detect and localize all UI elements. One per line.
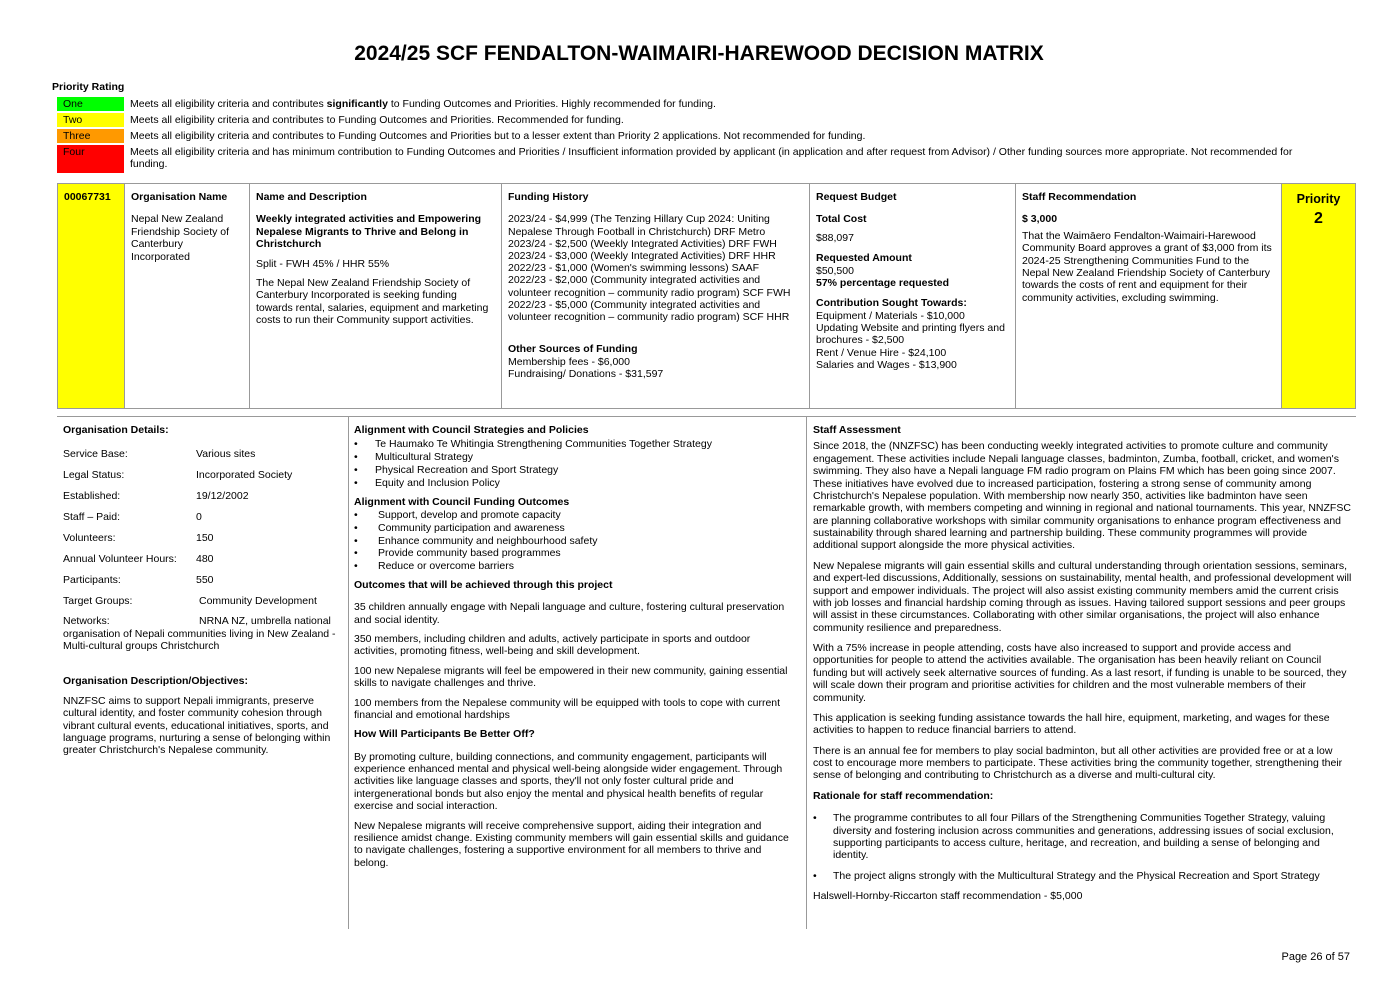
name-description-cell [250, 184, 502, 408]
assessment-paragraph: With a 75% increase in people attending, costs have also increased to support and provide access and opportunities for people to attend the activities available. The organisation has been heavily reliant on Council funding but will actively seek alternative sources of funding. As a last resort, if funding is unable to be sourced, they will scale down their program and prioritise activities for children and the most vulnerable members of their community. [813, 642, 1347, 704]
legend-swatch-one: One [57, 97, 124, 111]
detail-row [63, 574, 345, 586]
organisation-details-section [63, 424, 345, 757]
percent-requested: 57% percentage requested [816, 276, 950, 289]
project-description: The Nepal New Zealand Friendship Society of Canterbury Incorporated is seeking funding towards rental, salaries, equipment and marketing costs to run their Community support activities. [256, 276, 489, 326]
legend-text-one-pre: Meets all eligibility criteria and contributes [130, 98, 327, 110]
staff-recommendation-text: That the Waimāero Fendalton-Waimairi-Harewood Community Board approves a grant of $3,000 from its 2024-25 Strengthening Communities Fund to the Nepal New Zealand Friendship Society of Canterbury towards the costs of rent and equipment for their community activities, excluding swimming. [1022, 229, 1272, 304]
other-source-item: Fundraising/ Donations - $31,597 [508, 367, 664, 380]
contribution-item: Salaries and Wages - $13,900 [816, 359, 957, 372]
list-item: • Te Haumako Te Whitingia Strengthening Communities Together Strategy [354, 438, 796, 451]
list-item: • Reduce or overcome barriers [354, 560, 796, 573]
detail-value: Incorporated Society [196, 469, 293, 482]
contribution-label: Contribution Sought Towards: [816, 297, 967, 310]
objectives-text: NNZFSC aims to support Nepali immigrants, preserve cultural identity, and foster community cohesion through vibrant cultural events, educational initiatives, sports, and language programs, nurturing a sense of belonging within greater Christchurch's Nepalese community. [63, 694, 331, 757]
networks-value: NRNA NZ, umbrella national organisation of Nepali communities living in New Zealand - Multi-cultural groups Christchurch [63, 615, 336, 653]
list-item: • Enhance community and neighbourhood safety [354, 535, 796, 548]
staff-recommendation-header: Staff Recommendation [1022, 191, 1137, 203]
detail-value: 0 [196, 511, 202, 523]
outcomes-list [354, 509, 796, 573]
column-divider [348, 417, 349, 929]
legend-row-three [57, 129, 1317, 143]
contribution-item: Updating Website and printing flyers and brochures - $2,500 [816, 322, 1005, 347]
networks-row [63, 615, 345, 652]
funding-history-cell [502, 184, 810, 408]
list-item: • Support, develop and promote capacity [354, 509, 796, 522]
history-item: 2022/23 - $1,000 (Women's swimming lessons) SAAF [508, 262, 760, 275]
alignment-section [354, 424, 796, 876]
outcome-paragraph: 100 new Nepalese migrants will feel be empowered in their new community, gaining essential skills to navigate challenges and thrive. [354, 664, 788, 690]
priority-label: Priority [1296, 192, 1341, 206]
detail-value: Community Development [199, 594, 317, 607]
priority-legend [57, 97, 1317, 175]
strategies-list [354, 438, 796, 489]
better-off-header: How Will Participants Be Better Off? [354, 728, 535, 741]
total-cost-value: $88,097 [816, 231, 854, 244]
assessment-paragraph: Since 2018, the (NNZFSC) has been conducting weekly integrated activities to promote culture and community engagement. These activities include Nepali language classes, badminton, Zumba, football, cricket, and women's swimming. They also have a Nepali language FM radio program on Plains FM which has been going since 2007. These initiatives have evolved due to increased participation, fostering a strong sense of community among Christchurch's Nepalese population. With membership now nearly 350, activities like badminton have seen remarkable growth, with members competing and winning in regional and national tournaments. This year, NNZFSC are planning collaborative workshops with similar community organisations to enhance program effectiveness and sustainability through shared learning and partnership building. These community programmes will provide additional support alongside the more physical activities. [813, 440, 1351, 552]
detail-row [63, 511, 345, 523]
legend-swatch-three: Three [57, 129, 124, 143]
detail-row [63, 553, 345, 565]
funding-history-header: Funding History [508, 191, 589, 203]
legend-row-four [57, 145, 1317, 173]
rationale-header: Rationale for staff recommendation: [813, 789, 994, 802]
outcomes-header: Alignment with Council Funding Outcomes [354, 495, 570, 508]
legend-text-three: Meets all eligibility criteria and contributes to Funding Outcomes and Priorities but to a lesser extent than Priority 2 applications. Not recommended for funding. [130, 130, 866, 142]
assessment-paragraph: This application is seeking funding assistance towards the hall hire, equipment, marketing, and wages for these activities to happen to reduce financial barriers to attend. [813, 711, 1330, 737]
detail-key: Annual Volunteer Hours: [63, 552, 177, 565]
name-description-header: Name and Description [256, 191, 367, 203]
history-item: 2023/24 - $4,999 (The Tenzing Hillary Cup 2024: Uniting Nepalese Through Football in Christchurch) DRF Metro [508, 213, 770, 238]
priority-value: 2 [1314, 209, 1323, 227]
detail-row [63, 469, 345, 481]
funding-history-list [508, 213, 803, 323]
staff-recommendation-cell [1016, 184, 1282, 408]
contribution-item: Rent / Venue Hire - $24,100 [816, 346, 947, 359]
outcome-paragraph: 35 children annually engage with Nepali language and culture, fostering cultural preservation and social identity. [354, 601, 785, 626]
detail-value: 550 [196, 573, 214, 586]
outcome-paragraph: 350 members, including children and adults, actively participate in sports and outdoor activities, promoting fitness, well-being and skill development. [354, 633, 751, 658]
page-title: 2024/25 SCF FENDALTON-WAIMAIRI-HAREWOOD DECISION MATRIX [354, 42, 1044, 65]
detail-value: 19/12/2002 [196, 490, 249, 503]
detail-key: Participants: [63, 573, 121, 586]
legend-text-two: Meets all eligibility criteria and contributes to Funding Outcomes and Priorities. Recommended for funding. [130, 114, 624, 126]
better-off-paragraph: By promoting culture, building connections, and community engagement, participants will experience enhanced mental and physical well-being alongside wider engagement. Through activities like language classes and sports, they'll not only foster cultural pride and intergenerational bonds but also enjoy the mental and physical health benefits of regular exercise and social interaction. [354, 750, 783, 813]
detail-key: Established: [63, 490, 121, 503]
organisation-name: Nepal New Zealand Friendship Society of Canterbury Incorporated [131, 213, 230, 263]
requested-amount-value: $50,500 [816, 264, 854, 277]
requested-amount-label: Requested Amount [816, 252, 912, 265]
priority-rating-label: Priority Rating [52, 81, 125, 93]
list-item: • Provide community based programmes [354, 547, 796, 560]
total-cost-label: Total Cost [816, 213, 867, 226]
staff-assessment-section [813, 424, 1353, 902]
organisation-name-header: Organisation Name [131, 191, 228, 203]
request-budget-header: Request Budget [816, 191, 897, 203]
funding-split: Split - FWH 45% / HHR 55% [256, 257, 390, 270]
application-id: 00067731 [58, 184, 125, 408]
history-item: 2022/23 - $5,000 (Community integrated activities and volunteer recognition – community radio program) SCF HHR [508, 298, 790, 323]
other-board-recommendation: Halswell-Hornby-Riccarton staff recommendation - $5,000 [813, 890, 1083, 902]
legend-swatch-two: Two [57, 113, 124, 127]
detail-row [63, 448, 345, 460]
legend-row-one [57, 97, 1317, 111]
networks-label: Networks: [63, 615, 110, 628]
list-item: • Equity and Inclusion Policy [354, 477, 796, 490]
priority-cell [1282, 184, 1355, 408]
detail-value: 480 [196, 552, 214, 565]
history-item: 2023/24 - $2,500 (Weekly Integrated Activities) DRF FWH [508, 237, 777, 250]
legend-row-two [57, 113, 1317, 127]
detail-key: Target Groups: [63, 594, 133, 607]
organisation-name-cell [125, 184, 250, 408]
list-item: • The project aligns strongly with the Multicultural Strategy and the Physical Recreation and Sport Strategy [813, 870, 1353, 882]
legend-text-four: Meets all eligibility criteria and has minimum contribution to Funding Outcomes and Priorities / Insufficient information provided by applicant (in application and after request from Advisor) / Other funding sources more appropriate. Not recommended for funding. [130, 146, 1293, 170]
detail-row [63, 595, 345, 607]
legend-swatch-four: Four [57, 145, 124, 173]
other-sources-header: Other Sources of Funding [508, 343, 638, 356]
detail-key: Service Base: [63, 448, 128, 461]
detail-key: Volunteers: [63, 531, 116, 544]
decision-matrix-table [57, 183, 1356, 409]
column-divider [806, 417, 807, 929]
section-divider [57, 416, 1356, 417]
staff-recommended-amount: $ 3,000 [1022, 213, 1058, 226]
organisation-details-header: Organisation Details: [63, 424, 169, 436]
legend-text-one-bold: significantly [326, 98, 388, 110]
list-item: • Multicultural Strategy [354, 451, 796, 464]
legend-text-one-post: to Funding Outcomes and Priorities. Highly recommended for funding. [387, 98, 716, 110]
history-item: 2023/24 - $3,000 (Weekly Integrated Activities) DRF HHR [508, 249, 776, 262]
rationale-list [813, 812, 1353, 882]
detail-key: Staff – Paid: [63, 511, 121, 523]
other-source-item: Membership fees - $6,000 [508, 355, 630, 368]
outcome-paragraph: 100 members from the Nepalese community will be equipped with tools to cope with current financial and emotional hardships [354, 696, 781, 721]
staff-assessment-header: Staff Assessment [813, 424, 901, 436]
better-off-paragraph: New Nepalese migrants will receive comprehensive support, aiding their integration and resilience amidst change. Existing community members will gain essential skills and guidance to navigate challenges, fostering a supportive environment for all members to thrive and belong. [354, 819, 789, 869]
list-item: • Community participation and awareness [354, 522, 796, 535]
page-number: Page 26 of 57 [1281, 951, 1350, 963]
contribution-item: Equipment / Materials - $10,000 [816, 309, 965, 322]
detail-row [63, 532, 345, 544]
objectives-header: Organisation Description/Objectives: [63, 674, 248, 687]
detail-value: Various sites [196, 448, 256, 461]
achieved-header: Outcomes that will be achieved through this project [354, 578, 613, 591]
assessment-paragraph: There is an annual fee for members to play social badminton, but all other activities are provided free or at a low cost to encourage more members to participate. These activities bring the community together, strengthening their sense of belonging and contributing to Christchurch as a diverse and multi-cultural city. [813, 744, 1343, 782]
detail-value: 150 [196, 531, 214, 544]
history-item: 2022/23 - $2,000 (Community integrated activities and volunteer recognition – community radio program) SCF FWH [508, 274, 791, 299]
assessment-paragraph: New Nepalese migrants will gain essential skills and cultural understanding through orientation sessions, seminars, and expert-led discussions, Additionally, sessions on sustainability, mental health, and professional development will support and empower individuals. The project will also assist existing community members amid the current crisis with job losses and financial hardship coming through as issues. Having tailored support sessions and peer groups will assist in these circumstances. Collaborating with other similar organisations, the project will also enhance community resilience and preparedness. [813, 559, 1352, 634]
detail-key: Legal Status: [63, 469, 125, 482]
project-title: Weekly integrated activities and Empowering Nepalese Migrants to Thrive and Belong in Christchurch [256, 213, 482, 251]
strategies-header: Alignment with Council Strategies and Policies [354, 424, 589, 436]
request-budget-cell [810, 184, 1016, 408]
legend-text-one [130, 97, 716, 110]
detail-row [63, 490, 345, 502]
list-item: • Physical Recreation and Sport Strategy [354, 464, 796, 477]
list-item: • The programme contributes to all four Pillars of the Strengthening Communities Together Strategy, valuing diversity and fostering inclusion across communities and generations, addressing issues of social exclusion, supporting participants to access culture, heritage, and recreation, and building a sense of belonging and identity. [813, 812, 1353, 862]
